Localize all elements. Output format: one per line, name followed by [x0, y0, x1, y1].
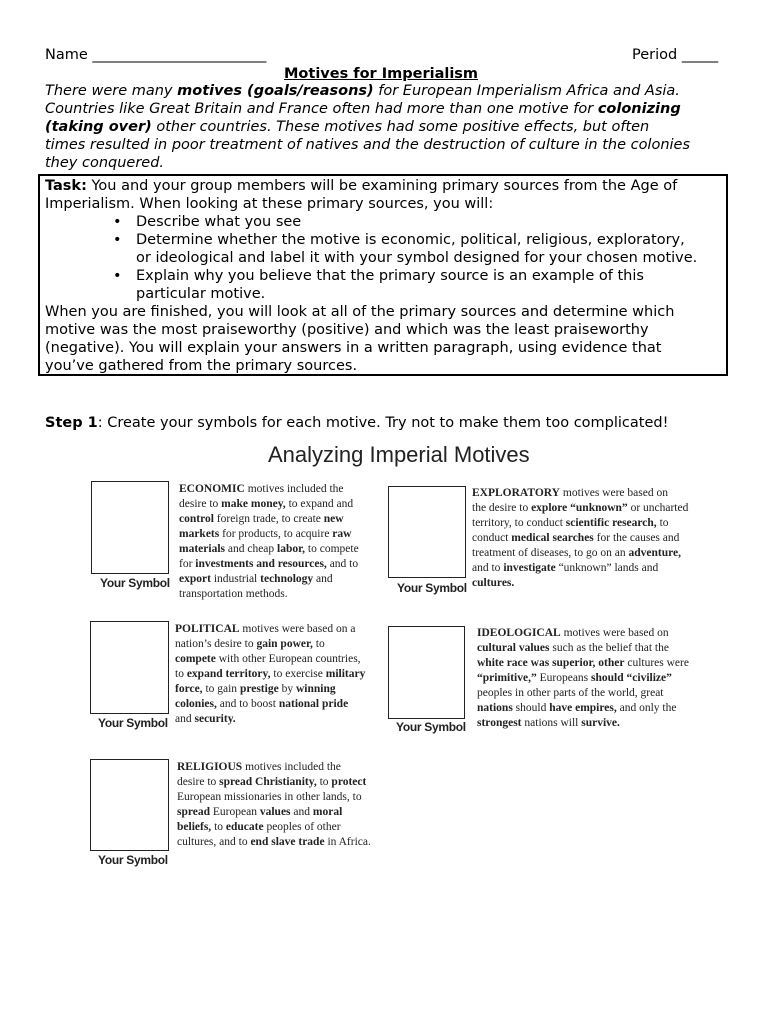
analyzing-heading: Analyzing Imperial Motives — [268, 442, 530, 467]
economic-symbol-box[interactable] — [91, 481, 169, 574]
exploratory-description: EXPLORATORY motives were based on the desire to explore “unknown” or uncharted territory, to conduct scientific research, to conduct medical searches for the causes and treatment of diseases, to go on an adventure, and to investigate “unknown” lands and cultures. — [472, 487, 689, 589]
ideological-description: IDEOLOGICAL motives were based on cultural values such as the belief that the white race was superior, other cultures were “primitive,” Europeans should “civilize” peoples in other parts of the world, great nations should have empires, and only the strongest nations will survive. — [477, 627, 689, 729]
task-bullet-2a: Determine whether the motive is economic, political, religious, exploratory, — [136, 232, 685, 248]
intro-line-3: (taking over) other countries. These motives had some positive effects, but often — [45, 119, 650, 135]
exploratory-symbol-box[interactable] — [388, 486, 466, 578]
task-bullet-2b: or ideological and label it with your symbol designed for your chosen motive. — [136, 250, 698, 266]
task-para-4: you’ve gathered from the primary sources. — [45, 358, 358, 374]
task-bullet-3b: particular motive. — [136, 286, 266, 302]
task-line-2: Imperialism. When looking at these primary sources, you will: — [45, 196, 494, 212]
bullet-dot-icon: • — [113, 232, 122, 248]
economic-symbol-label: Your Symbol — [100, 576, 170, 590]
task-para-3: (negative). You will explain your answers in a written paragraph, using evidence that — [45, 340, 662, 356]
page-title: Motives for Imperialism — [284, 66, 479, 82]
ideological-symbol-box[interactable] — [388, 626, 465, 719]
step-1-instruction: Step 1: Create your symbols for each motive. Try not to make them too complicated! — [45, 415, 669, 431]
ideological-symbol-label: Your Symbol — [396, 720, 466, 734]
religious-symbol-box[interactable] — [90, 759, 169, 851]
intro-line-5: they conquered. — [45, 155, 165, 171]
task-bullet-3a: Explain why you believe that the primary source is an example of this — [136, 268, 644, 284]
political-symbol-label: Your Symbol — [98, 716, 168, 730]
task-line-1: Task: You and your group members will be examining primary sources from the Age of — [45, 178, 678, 194]
religious-symbol-label: Your Symbol — [98, 853, 168, 867]
task-para-2: motive was the most praiseworthy (positive) and which was the least praiseworthy — [45, 322, 649, 338]
name-field-label: Name ________________________ — [45, 47, 267, 63]
task-bullet-1: Describe what you see — [136, 214, 302, 230]
economic-description: ECONOMIC motives included the desire to make money, to expand and control foreign trade, to create new markets for products, to acquire raw materials and cheap labor, to compete for investments and resources, and to export industrial technology and transportation methods. — [179, 483, 359, 600]
intro-line-2: Countries like Great Britain and France often had more than one motive for colonizing — [45, 101, 681, 117]
bullet-dot-icon: • — [113, 214, 122, 230]
religious-description: RELIGIOUS motives included the desire to spread Christianity, to protect European missionaries in other lands, to spread European values and moral beliefs, to educate peoples of other cultures, and to end slave trade in Africa. — [177, 761, 371, 848]
political-description: POLITICAL motives were based on a nation’s desire to gain power, to compete with other European countries, to expand territory, to exercise military force, to gain prestige by winning colonies, and to boost national pride and security. — [175, 623, 366, 725]
political-symbol-box[interactable] — [90, 621, 169, 714]
bullet-dot-icon: • — [113, 268, 122, 284]
intro-line-1: There were many motives (goals/reasons) for European Imperialism Africa and Asia. — [45, 83, 680, 99]
exploratory-symbol-label: Your Symbol — [397, 581, 467, 595]
period-field-label: Period _____ — [632, 47, 719, 63]
intro-line-4: times resulted in poor treatment of natives and the destruction of culture in the colonies — [45, 137, 691, 153]
task-para-1: When you are finished, you will look at all of the primary sources and determine which — [45, 304, 675, 320]
